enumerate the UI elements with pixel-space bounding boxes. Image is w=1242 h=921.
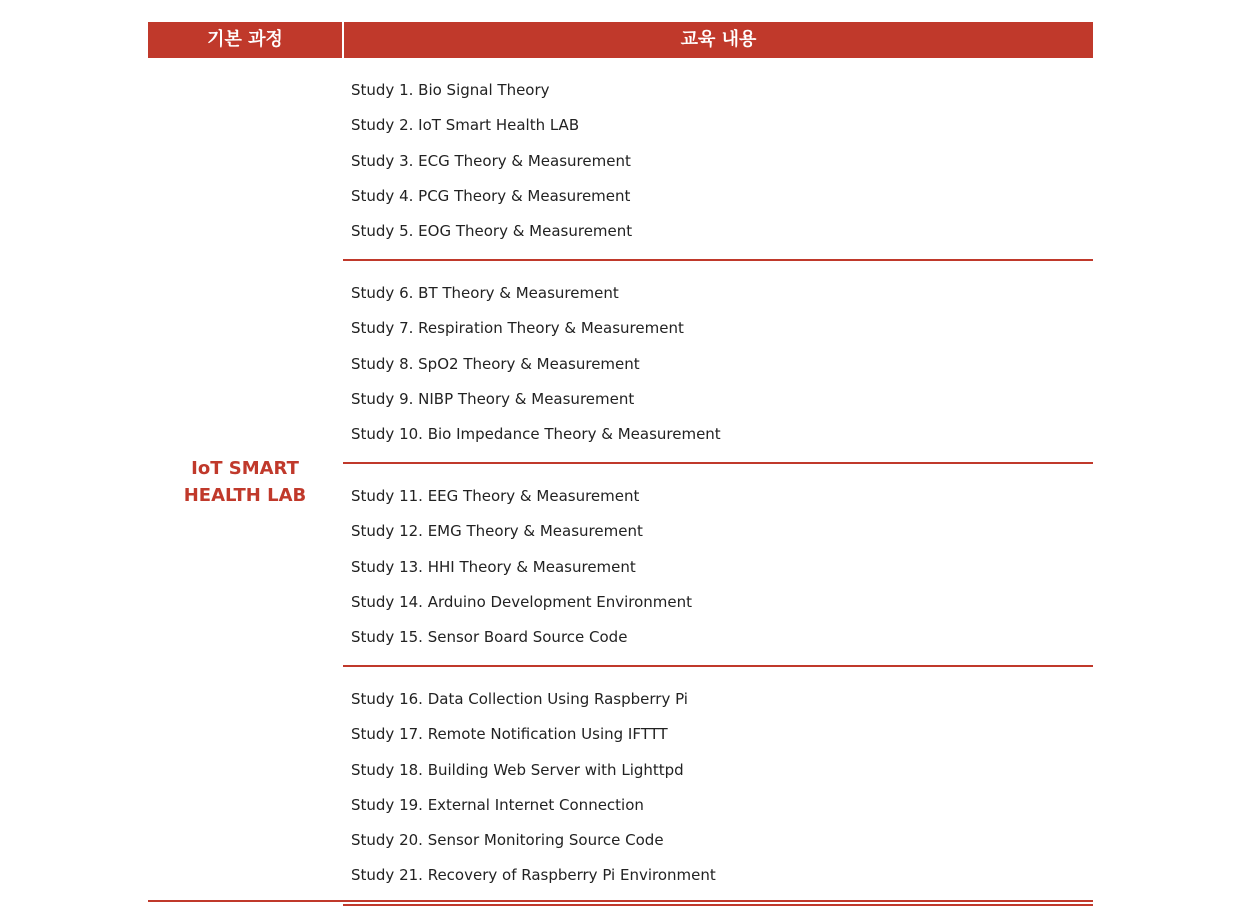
study-item: Study 15. Sensor Board Source Code — [351, 628, 628, 647]
study-item: Study 19. External Internet Connection — [351, 795, 644, 814]
study-group-1 — [343, 58, 1093, 261]
study-item: Study 13. HHI Theory & Measurement — [351, 557, 636, 576]
curriculum-table — [148, 22, 1093, 885]
study-group-3 — [343, 464, 1093, 667]
study-item: Study 6. BT Theory & Measurement — [351, 284, 619, 302]
study-item: Study 17. Remote Notification Using IFTTT — [351, 725, 668, 744]
header-education-content: 교육 내용 — [680, 29, 757, 50]
study-item: Study 8. SpO2 Theory & Measurement — [351, 354, 640, 373]
study-item: Study 21. Recovery of Raspberry Pi Environment — [351, 866, 716, 885]
study-item: Study 16. Data Collection Using Raspberry Pi — [351, 690, 688, 708]
course-name — [148, 455, 342, 509]
study-item: Study 20. Sensor Monitoring Source Code — [351, 831, 664, 850]
study-groups — [343, 58, 1093, 906]
course-name-line1: IoT SMART — [191, 458, 299, 479]
course-name-line2: HEALTH LAB — [183, 485, 307, 506]
table-header — [148, 22, 1093, 58]
study-item: Study 2. IoT Smart Health LAB — [351, 116, 580, 135]
study-group-2 — [343, 261, 1093, 464]
study-item: Study 1. Bio Signal Theory — [351, 81, 550, 99]
study-item: Study 9. NIBP Theory & Measurement — [351, 389, 635, 408]
study-item: Study 11. EEG Theory & Measurement — [351, 487, 640, 505]
study-item: Study 10. Bio Impedance Theory & Measurement — [351, 425, 721, 444]
study-item: Study 4. PCG Theory & Measurement — [351, 186, 631, 205]
study-item: Study 14. Arduino Development Environment — [351, 592, 693, 611]
study-item: Study 7. Respiration Theory & Measurement — [351, 319, 684, 338]
study-item: Study 3. ECG Theory & Measurement — [351, 151, 631, 170]
table-bottom-border — [148, 900, 1093, 902]
header-basic-course: 기본 과정 — [207, 29, 283, 50]
study-item: Study 12. EMG Theory & Measurement — [351, 522, 643, 541]
study-item: Study 18. Building Web Server with Lighttpd — [351, 760, 684, 779]
study-group-4 — [343, 667, 1093, 906]
study-item: Study 5. EOG Theory & Measurement — [351, 222, 633, 241]
